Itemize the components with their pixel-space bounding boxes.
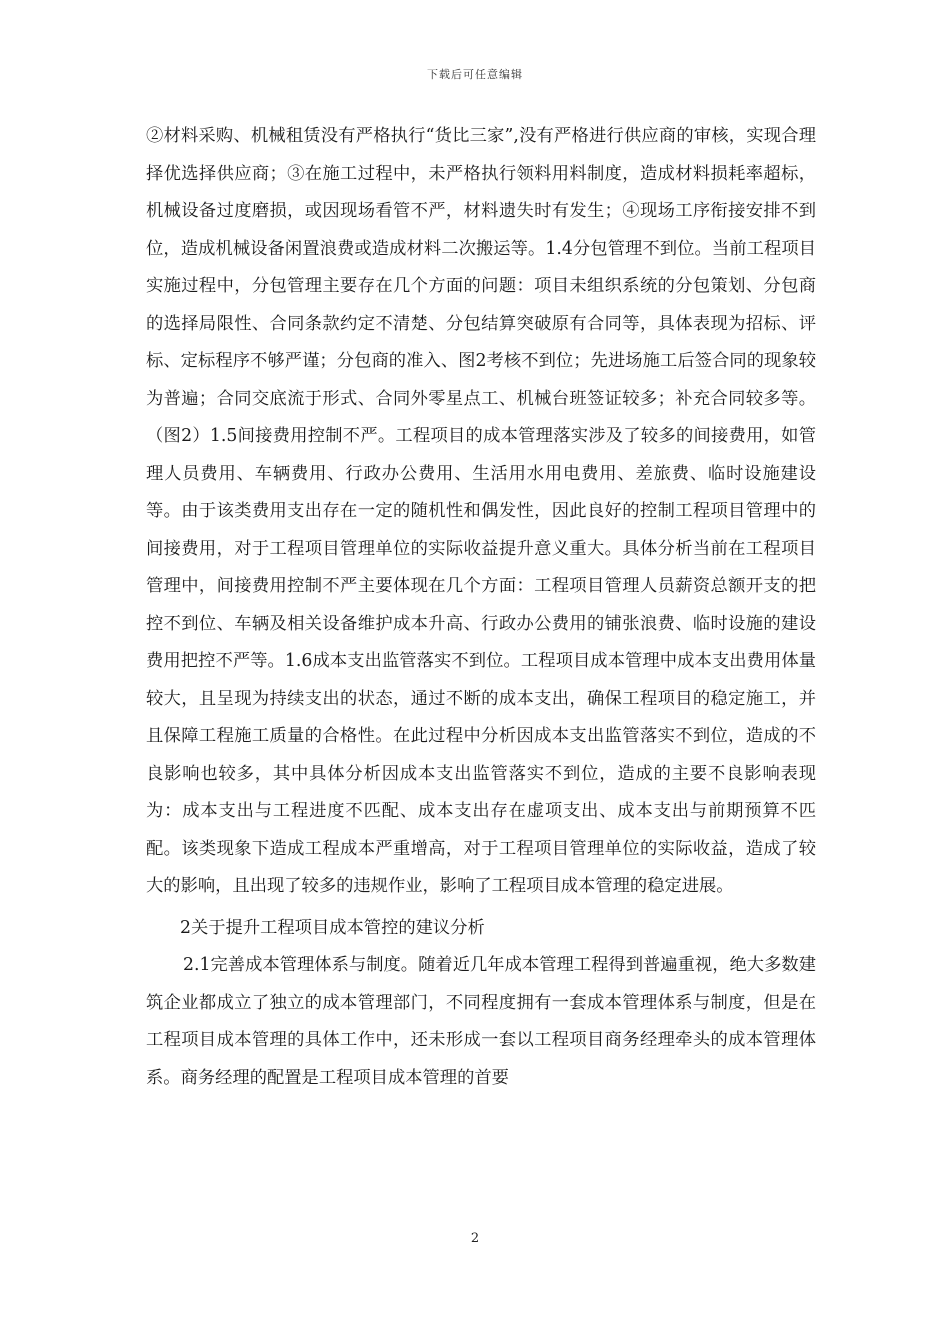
body-paragraph-2: 2.1完善成本管理体系与制度。随着近几年成本管理工程得到普遍重视，绝大多数建筑企业都成立了独立的成本管理部门，不同程度拥有一套成本管理体系与制度，但是在工程项目成本管理的具体工作中，还未形成一套以工程项目商务经理牵头的成本管理体系。商务经理的配置是工程项目成本管理的首要 xyxy=(146,955,816,1088)
document-body xyxy=(146,118,816,1097)
page-header: 下载后可任意编辑 xyxy=(427,68,523,81)
section-heading: 2关于提升工程项目成本管控的建议分析 xyxy=(180,917,485,938)
page-number: 2 xyxy=(470,1231,480,1246)
body-paragraph-1: ②材料采购、机械租赁没有严格执行“货比三家”,没有严格进行供应商的审核，实现合理择优选择供应商；③在施工过程中，未严格执行领料用料制度，造成材料损耗率超标，机械设备过度磨损，或因现场看管不严，材料遗失时有发生；④现场工序衔接安排不到位，造成机械设备闲置浪费或造成材料二次搬运等。1.4分包管理不到位。当前工程项目实施过程中，分包管理主要存在几个方面的问题：项目未组织系统的分包策划、分包商的选择局限性、合同条款约定不清楚、分包结算突破原有合同等，具体表现为招标、评标、定标程序不够严谨；分包商的准入、图2考核不到位；先进场施工后签合同的现象较为普遍；合同交底流于形式、合同外零星点工、机械台班签证较多；补充合同较多等。（图2）1.5间接费用控制不严。工程项目的成本管理落实涉及了较多的间接费用，如管理人员费用、车辆费用、行政办公费用、生活用水用电费用、差旅费、临时设施建设等。由于该类费用支出存在一定的随机性和偶发性，因此良好的控制工程项目管理中的间接费用，对于工程项目管理单位的实际收益提升意义重大。具体分析当前在工程项目管理中，间接费用控制不严主要体现在几个方面：工程项目管理人员薪资总额开支的把控不到位、车辆及相关设备维护成本升高、行政办公费用的铺张浪费、临时设施的建设费用把控不严等。1.6成本支出监管落实不到位。工程项目成本管理中成本支出费用体量较大，且呈现为持续支出的状态，通过不断的成本支出，确保工程项目的稳定施工，并且保障工程施工质量的合格性。在此过程中分析因成本支出监管落实不到位，造成的不良影响也较多，其中具体分析因成本支出监管落实不到位，造成的主要不良影响表现为：成本支出与工程进度不匹配、成本支出存在虚项支出、成本支出与前期预算不匹配。该类现象下造成工程成本严重增高，对于工程项目管理单位的实际收益，造成了较大的影响，且出现了较多的违规作业，影响了工程项目成本管理的稳定进展。 xyxy=(146,126,816,896)
